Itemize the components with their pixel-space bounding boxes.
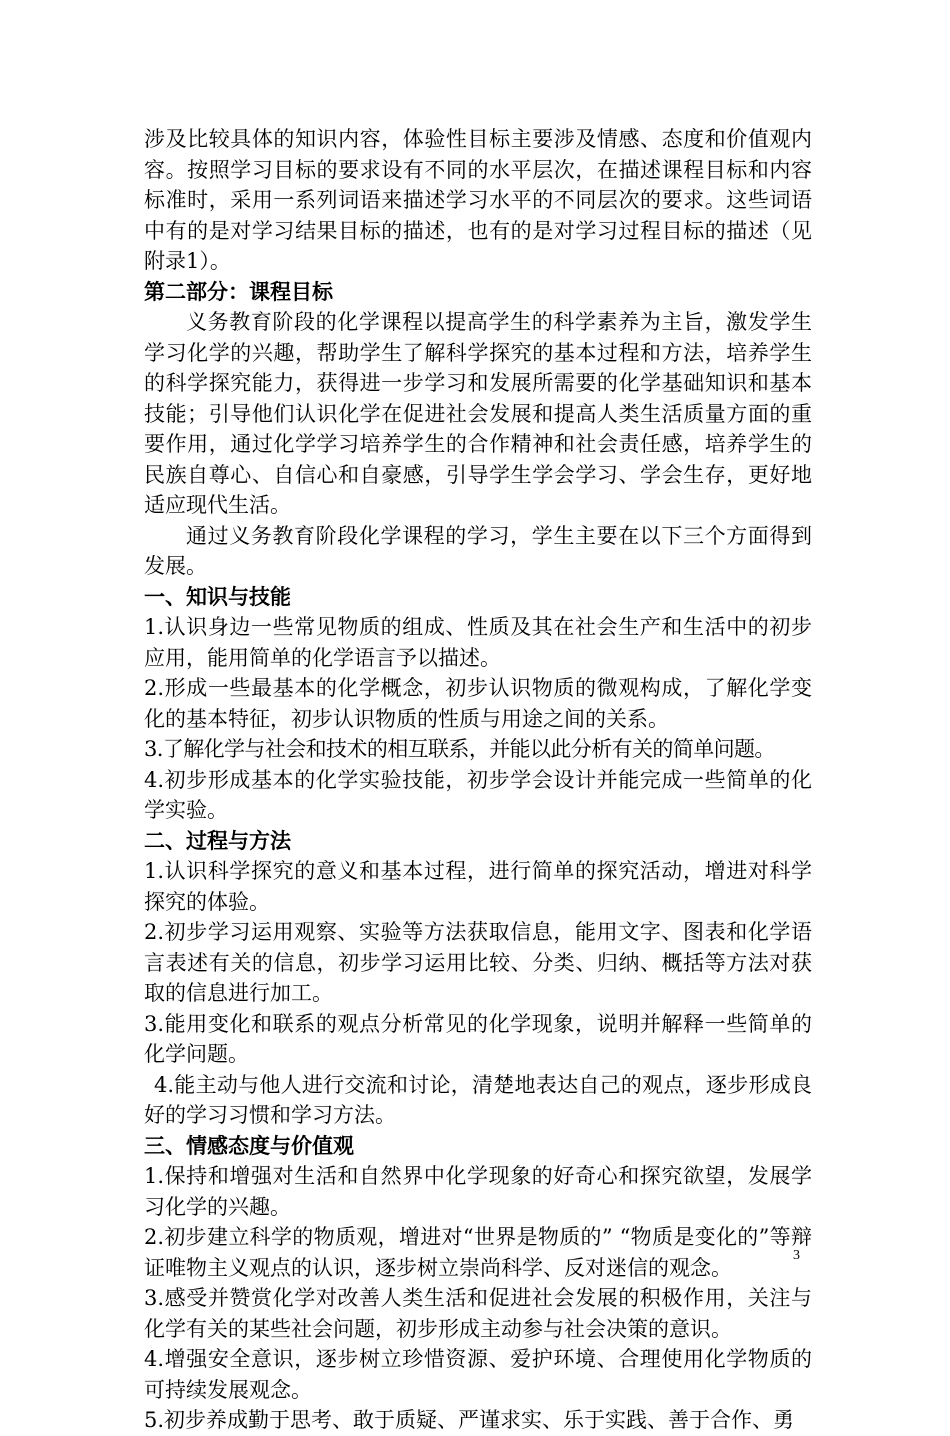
section-heading-process-methods: 二、过程与方法 <box>144 828 291 853</box>
section-heading-knowledge-skills: 一、知识与技能 <box>144 584 291 609</box>
section-heading-course-goals: 第二部分：课程目标 <box>144 279 333 304</box>
list-item: 2.初步建立科学的物质观，增进对“世界是物质的” “物质是变化的”等辩证唯物主义观点的认识，逐步树立崇尚科学、反对迷信的观念。 <box>144 1225 812 1280</box>
list-item: 5.初步养成勤于思考、敢于质疑、严谨求实、乐于实践、善于合作、勇 <box>144 1408 795 1432</box>
list-item: 4.能主动与他人进行交流和讨论，清楚地表达自己的观点，逐步形成良好的学习习惯和学习方法。 <box>144 1072 812 1127</box>
paragraph: 义务教育阶段的化学课程以提高学生的科学素养为主旨，激发学生学习化学的兴趣，帮助学生了解科学探究的基本过程和方法，培养学生的科学探究能力，获得进一步学习和发展所需要的化学基础知识和基本技能；引导他们认识化学在促进社会发展和提高人类生活质量方面的重要作用，通过化学学习培养学生的合作精神和社会责任感，培养学生的民族自尊心、自信心和自豪感，引导学生学会学习、学会生存，更好地适应现代生活。 <box>144 310 812 517</box>
section-heading-attitude-values: 三、情感态度与价值观 <box>144 1133 354 1158</box>
list-item: 2.初步学习运用观察、实验等方法获取信息，能用文字、图表和化学语言表述有关的信息，初步学习运用比较、分类、归纳、概括等方法对获取的信息进行加工。 <box>144 920 812 1005</box>
list-item: 3.了解化学与社会和技术的相互联系，并能以此分析有关的简单问题。 <box>144 737 775 761</box>
list-item: 1.认识身边一些常见物质的组成、性质及其在社会生产和生活中的初步应用，能用简单的化学语言予以描述。 <box>144 615 812 670</box>
paragraph: 通过义务教育阶段化学课程的学习，学生主要在以下三个方面得到发展。 <box>144 523 812 578</box>
list-item: 3.能用变化和联系的观点分析常见的化学现象，说明并解释一些简单的化学问题。 <box>144 1011 812 1066</box>
document-body <box>144 124 812 1436</box>
list-item: 4.初步形成基本的化学实验技能，初步学会设计并能完成一些简单的化学实验。 <box>144 767 812 822</box>
list-item: 4.增强安全意识，逐步树立珍惜资源、爱护环境、合理使用化学物质的可持续发展观念。 <box>144 1347 812 1402</box>
page-number: 3 <box>793 1248 800 1263</box>
list-item: 2.形成一些最基本的化学概念，初步认识物质的微观构成，了解化学变化的基本特征，初步认识物质的性质与用途之间的关系。 <box>144 676 812 731</box>
list-item: 1.认识科学探究的意义和基本过程，进行简单的探究活动，增进对科学探究的体验。 <box>144 859 812 914</box>
paragraph: 涉及比较具体的知识内容，体验性目标主要涉及情感、态度和价值观内容。按照学习目标的要求设有不同的水平层次，在描述课程目标和内容标准时，采用一系列词语来描述学习水平的不同层次的要求。这些词语中有的是对学习结果目标的描述，也有的是对学习过程目标的描述（见附录1）。 <box>144 127 812 273</box>
list-item: 3.感受并赞赏化学对改善人类生活和促进社会发展的积极作用，关注与化学有关的某些社会问题，初步形成主动参与社会决策的意识。 <box>144 1286 812 1341</box>
list-item: 1.保持和增强对生活和自然界中化学现象的好奇心和探究欲望，发展学习化学的兴趣。 <box>144 1164 812 1219</box>
